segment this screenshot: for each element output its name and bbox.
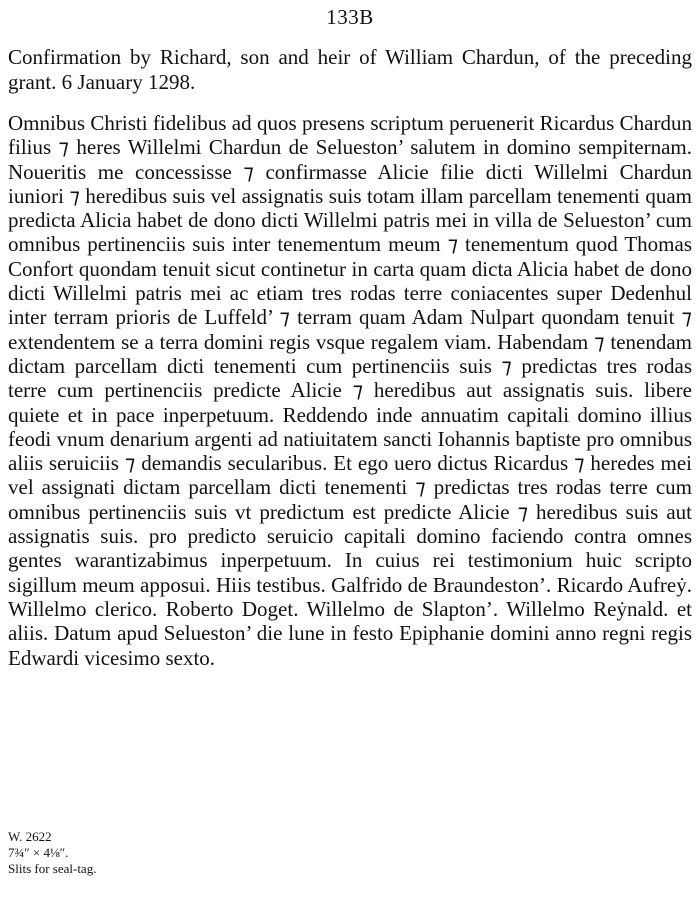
dimensions: 7¾″ × 4⅛″. (8, 845, 69, 860)
document-summary: Confirmation by Richard, son and heir of William Chardun, of the preceding grant. 6 January 1298. (8, 45, 692, 94)
reference-number: W. 2622 (8, 829, 52, 844)
document-number: 133B (326, 5, 374, 29)
document-notes (8, 829, 96, 877)
seal-note: Slits for seal-tag. (8, 861, 97, 876)
charter-text: Omnibus Christi fidelibus ad quos presens scriptum peruenerit Ricardus Chardun filius ⁊ heres Willelmi Chardun de Selueston’ salutem in domino sempiternam. Noueritis me concessisse ⁊ confirmasse Alicie filie dicti Willelmi Chardun iuniori ⁊ heredibus suis vel assignatis suis totam illam parcellam tenementi quam predicta Alicia habet de dono dicti Willelmi patris mei in villa de Selueston’ cum omnibus pertinenciis suis inter tenementum meum ⁊ tenementum quod Thomas Confort quondam tenuit sicut continetur in carta quam dicta Alicia habet de dono dicti Willelmi patris mei ac etiam tres rodas terre coniacentes super Dedenhul inter terram prioris de Luffeld’ ⁊ terram quam Adam Nulpart quondam tenuit ⁊ extendentem se a terra domini regis vsque regalem viam. Habendam ⁊ tenendam dictam parcellam dicti tenementi cum pertinenciis suis ⁊ predictas tres rodas terre cum pertinenciis predicte Alicie ⁊ heredibus aut assignatis suis. libere quiete et in pace inperpetuum. Reddendo inde annuatim capitali domino illius feodi vnum denarium argenti ad natiuitatem sancti Iohannis baptiste pro omnibus aliis seruiciis ⁊ demandis secularibus. Et ego uero dictus Ricardus ⁊ heredes mei vel assignati dictam parcellam dicti tenementi ⁊ predictas tres rodas terre cum omnibus pertinenciis suis vt predictum est predicte Alicie ⁊ heredibus suis aut assignatis suis. pro predicto seruicio capitali domino faciendo contra omnes gentes warantizabimus inperpetuum. In cuius rei testimonium huic scripto sigillum meum apposui. Hiis testibus. Galfrido de Braundeston’. Ricardo Aufreẏ. Willelmo clerico. Roberto Doget. Willelmo de Slapton’. Willelmo Reẏnald. et aliis. Datum apud Selueston’ die lune in festo Epiphanie domini anno regni regis Edwardi vicesimo sexto. (8, 111, 692, 670)
